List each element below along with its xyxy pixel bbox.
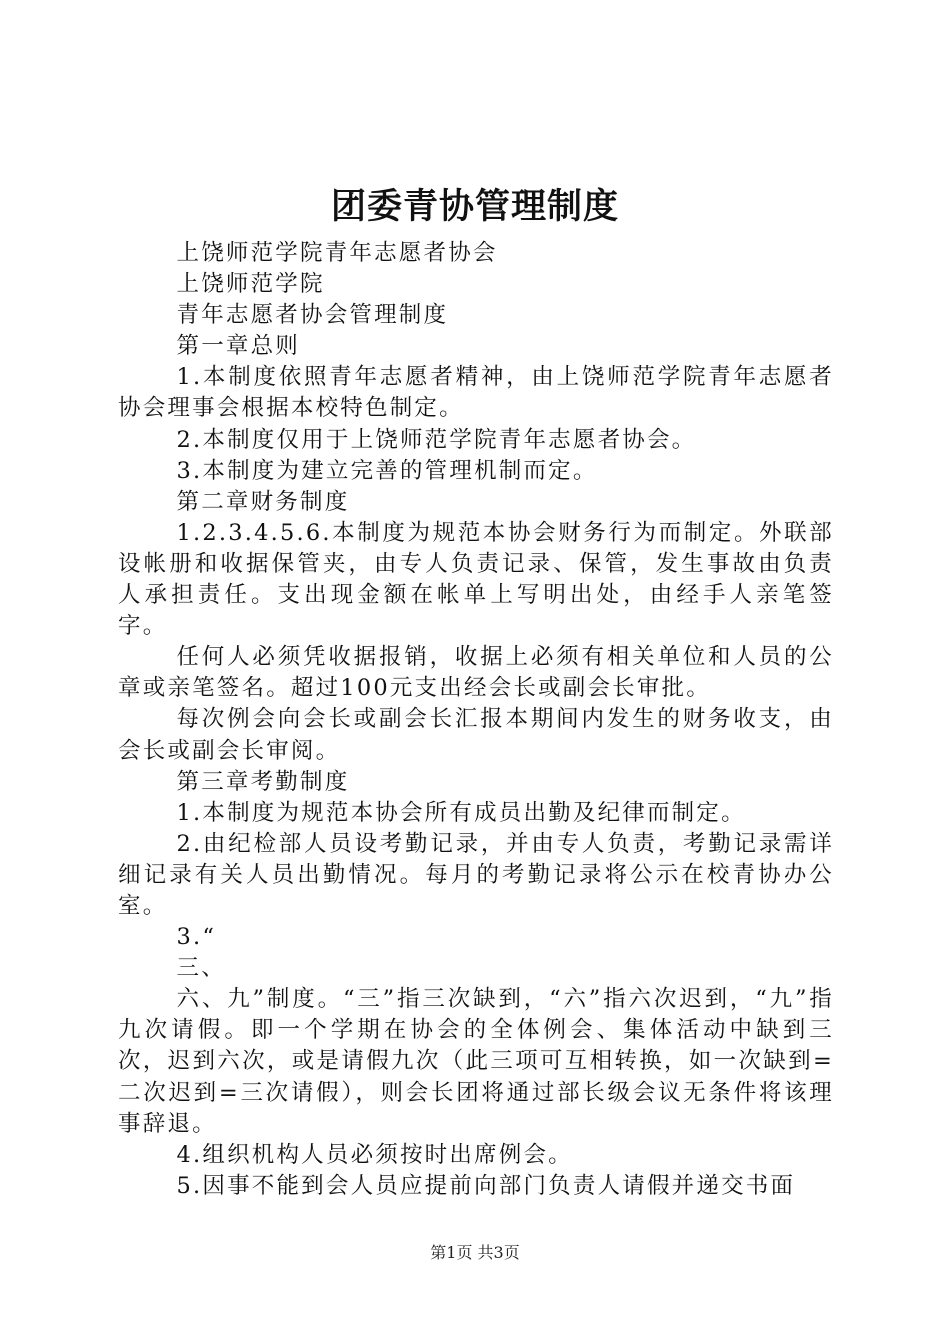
paragraph: 青年志愿者协会管理制度 [176,302,449,329]
paragraph: 1.本制度依照青年志愿者精神，由上饶师范学院青年志愿者协会理事会根据本校特色制定。 [118,364,834,422]
chapter-heading: 第一章总则 [176,333,301,360]
paragraph: 六、九”制度。“三”指三次缺到，“六”指六次迟到，“九”指九次请假。即一个学期在协会的全体例会、集体活动中缺到三次，迟到六次，或是请假九次（此三项可互相转换，如一次缺到=二次迟到=三次请假），则会长团将通过部长级会议无条件将该理事辞退。 [118,986,834,1137]
paragraph: 3.“ [176,924,217,951]
chapter-heading: 第二章财务制度 [176,488,350,515]
paragraph: 4.组织机构人员必须按时出席例会。 [176,1141,573,1168]
paragraph: 三、 [176,955,226,982]
chapter-heading: 第三章考勤制度 [176,768,350,795]
paragraph: 2.本制度仅用于上饶师范学院青年志愿者协会。 [176,426,697,453]
document-title: 团委青协管理制度 [330,186,619,227]
paragraph: 任何人必须凭收据报销，收据上必须有相关单位和人员的公章或亲笔签名。超过100元支出经会长或副会长审批。 [118,644,834,702]
paragraph: 2.由纪检部人员设考勤记录，并由专人负责，考勤记录需详细记录有关人员出勤情况。每月的考勤记录将公示在校青协办公室。 [118,830,834,919]
paragraph: 上饶师范学院 [176,271,325,298]
paragraph: 5.因事不能到会人员应提前向部门负责人请假并递交书面 [176,1172,796,1199]
paragraph: 1.2.3.4.5.6.本制度为规范本协会财务行为而制定。外联部设帐册和收据保管夹，由专人负责记录、保管，发生事故由负责人承担责任。支出现金额在帐单上写明出处，由经手人亲笔签字。 [118,519,834,640]
paragraph: 上饶师范学院青年志愿者协会 [176,240,498,266]
page-footer: 第1页 共3页 [430,1243,520,1262]
paragraph: 1.本制度为规范本协会所有成员出勤及纪律而制定。 [176,799,746,826]
paragraph: 每次例会向会长或副会长汇报本期间内发生的财务收支，由会长或副会长审阅。 [118,706,834,764]
document-body [118,238,834,1202]
paragraph: 3.本制度为建立完善的管理机制而定。 [176,457,598,484]
